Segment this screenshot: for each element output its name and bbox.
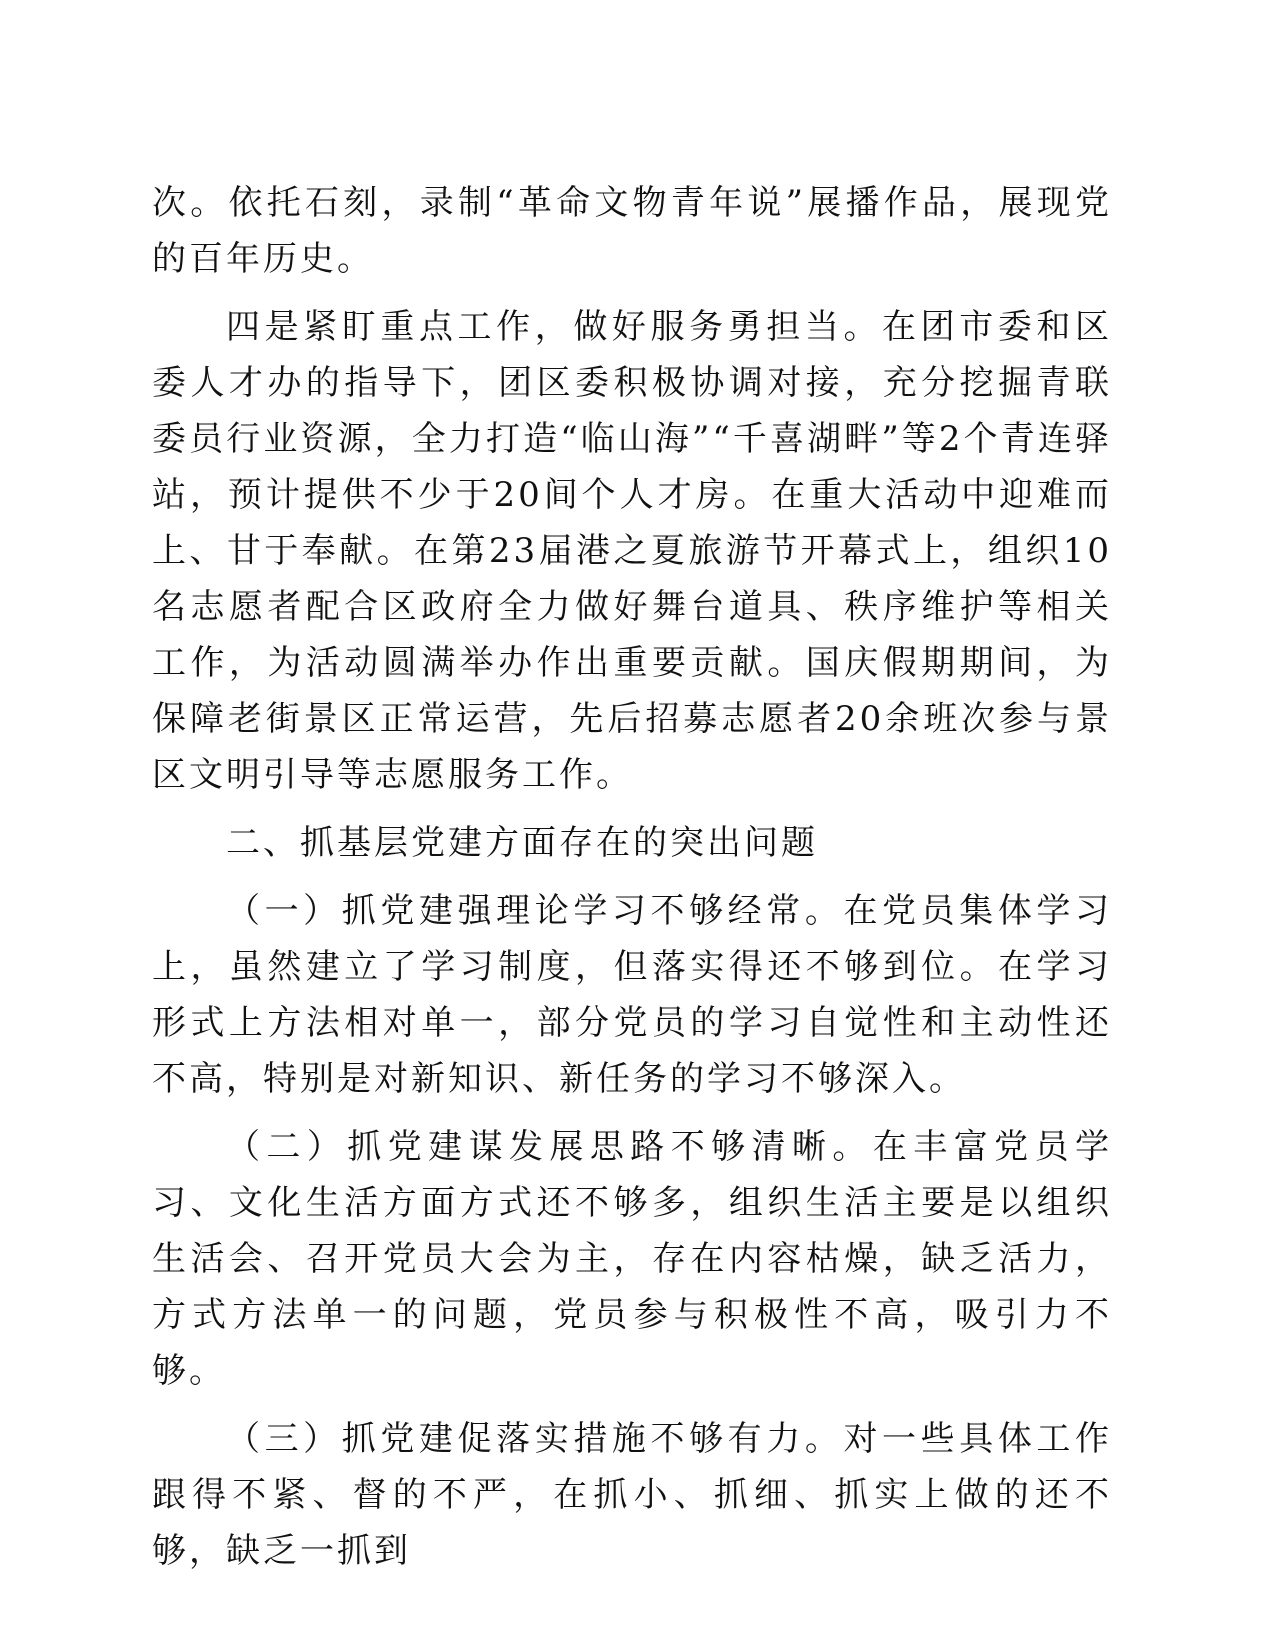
document-body	[152, 175, 1112, 1591]
paragraph-issue-3: （三）抓党建促落实措施不够有力。对一些具体工作跟得不紧、督的不严，在抓小、抓细、抓实上做的还不够，缺乏一抓到	[152, 1419, 1112, 1571]
paragraph-issue-1: （一）抓党建强理论学习不够经常。在党员集体学习上，虽然建立了学习制度，但落实得还不够到位。在学习形式上方法相对单一，部分党员的学习自觉性和主动性还不高，特别是对新知识、新任务的学习不够深入。	[152, 891, 1112, 1099]
paragraph-continuation: 次。依托石刻，录制“革命文物青年说”展播作品，展现党的百年历史。	[152, 183, 1112, 279]
paragraph-issue-2: （二）抓党建谋发展思路不够清晰。在丰富党员学习、文化生活方面方式还不够多，组织生活主要是以组织生活会、召开党员大会为主，存在内容枯燥，缺乏活力，方式方法单一的问题，党员参与积极性不高，吸引力不够。	[152, 1127, 1112, 1391]
section-heading: 二、抓基层党建方面存在的突出问题	[226, 823, 818, 863]
paragraph-key-work: 四是紧盯重点工作，做好服务勇担当。在团市委和区委人才办的指导下，团区委积极协调对接，充分挖掘青联委员行业资源，全力打造“临山海”“千喜湖畔”等2个青连驿站，预计提供不少于20间个人才房。在重大活动中迎难而上、甘于奉献。在第23届港之夏旅游节开幕式上，组织10名志愿者配合区政府全力做好舞台道具、秩序维护等相关工作，为活动圆满举办作出重要贡献。国庆假期期间，为保障老街景区正常运营，先后招募志愿者20余班次参与景区文明引导等志愿服务工作。	[152, 307, 1112, 795]
